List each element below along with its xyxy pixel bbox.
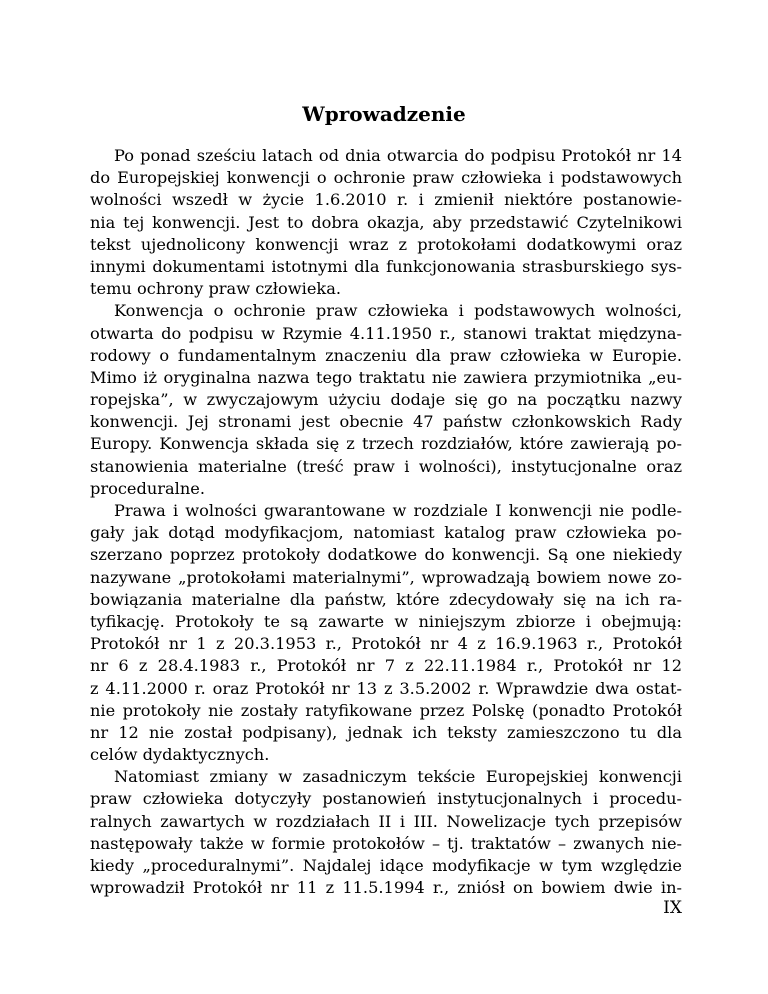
text-line: otwarta do podpisu w Rzymie 4.11.1950 r., stanowi traktat międzyna- [90, 323, 682, 343]
text-line: wprowadził Protokół nr 11 z 11.5.1994 r., zniósł on bowiem dwie in- [90, 878, 682, 898]
text-line: nr 6 z 28.4.1983 r., Protokół nr 7 z 22.11.1984 r., Protokół nr 12 [90, 656, 682, 676]
text-line: konwencji. Jej stronami jest obecnie 47 państw członkowskich Rady [90, 412, 682, 432]
text-line: proceduralne. [90, 478, 205, 498]
text-line: kiedy „proceduralnymi”. Najdalej idące modyfikacje w tym względzie [90, 856, 682, 875]
page-number: IX [663, 898, 682, 918]
text-line: tekst ujednolicony konwencji wraz z protokołami dodatkowymi oraz [90, 234, 682, 254]
text-line: z 4.11.2000 r. oraz Protokół nr 13 z 3.5.2002 r. Wprawdzie dwa ostat- [90, 678, 682, 698]
text-line: Prawa i wolności gwarantowane w rozdziale I konwencji nie podle- [114, 501, 682, 520]
text-line: wolności wszedł w życie 1.6.2010 r. i zmienił niektóre postanowie- [90, 190, 682, 210]
text-line: temu ochrony praw człowieka. [90, 279, 342, 299]
text-line: nazywane „protokołami materialnymi”, wprowadzają bowiem nowe zo- [90, 567, 682, 587]
text-line: Natomiast zmiany w zasadniczym tekście Europejskiej konwencji [114, 767, 682, 787]
text-line: rodowy o fundamentalnym znaczeniu dla praw człowieka w Europie. [90, 345, 682, 365]
text-line: szerzano poprzez protokoły dodatkowe do konwencji. Są one niekiedy [90, 545, 682, 565]
text-line: Konwencja o ochronie praw człowieka i podstawowych wolności, [114, 301, 682, 321]
text-line: celów dydaktycznych. [90, 745, 270, 765]
text-line: do Europejskiej konwencji o ochronie praw człowieka i podstawowych [90, 168, 682, 188]
text-line: stanowienia materialne (treść praw i wolności), instytucjonalne oraz [90, 456, 682, 476]
text-line: Mimo iż oryginalna nazwa tego traktatu nie zawiera przymiotnika „eu- [90, 367, 682, 387]
text-line: Po ponad sześciu latach od dnia otwarcia do podpisu Protokół nr 14 [114, 146, 682, 165]
page-title: Wprowadzenie [302, 102, 466, 127]
text-line: bowiązania materialne dla państw, które zdecydowały się na ich ra- [90, 589, 682, 609]
text-line: innymi dokumentami istotnymi dla funkcjonowania strasburskiego sys- [90, 256, 682, 276]
text-line: praw człowieka dotyczyły postanowień instytucjonalnych i procedu- [90, 789, 682, 809]
text-line: tyfikację. Protokoły te są zawarte w niniejszym zbiorze i obejmują: [90, 611, 682, 631]
text-line: nr 12 nie został podpisany), jednak ich teksty zamieszczono tu dla [90, 722, 682, 742]
text-line: nie protokoły nie zostały ratyfikowane przez Polskę (ponadto Protokół [90, 700, 682, 720]
text-line: nia tej konwencji. Jest to dobra okazja, aby przedstawić Czytelnikowi [90, 212, 682, 232]
text-line: Protokół nr 1 z 20.3.1953 r., Protokół nr 4 z 16.9.1963 r., Protokół [90, 634, 682, 654]
text-line: ralnych zawartych w rozdziałach II i III. Nowelizacje tych przepisów [90, 811, 682, 831]
text-line: gały jak dotąd modyfikacjom, natomiast katalog praw człowieka po- [90, 523, 682, 543]
body-text [90, 145, 682, 899]
text-line: Europy. Konwencja składa się z trzech rozdziałów, które zawierają po- [90, 434, 682, 454]
text-line: ropejska”, w zwyczajowym użyciu dodaje się go na początku nazwy [90, 390, 682, 410]
text-line: następowały także w formie protokołów – tj. traktatów – zwanych nie- [90, 833, 682, 853]
